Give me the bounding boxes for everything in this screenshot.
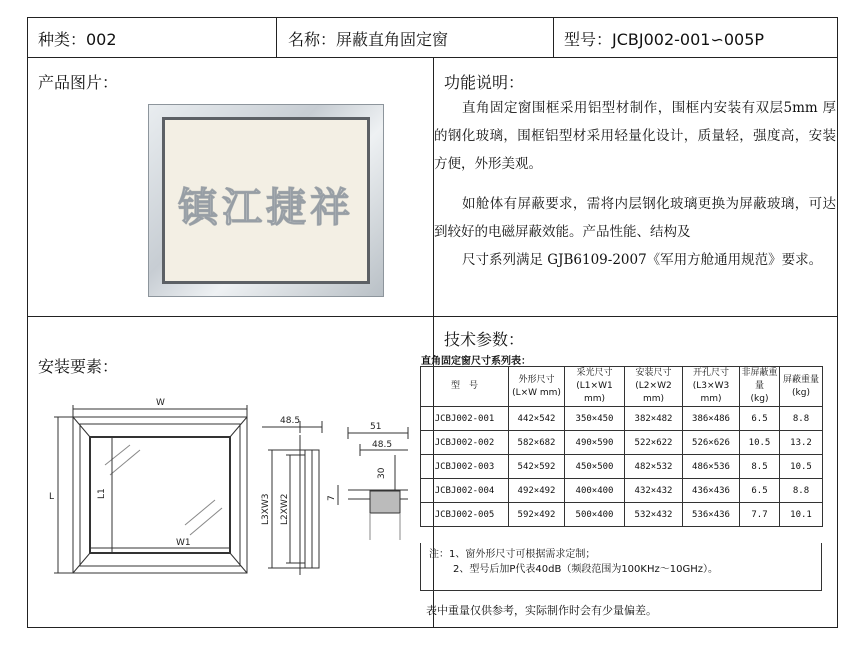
table-cell: 382×482 [625,407,683,431]
spec-table-header [421,367,823,407]
table-cell: 10.5 [780,455,823,479]
function-paragraph-1: 直角固定窗围框采用铝型材制作，围框内安装有双层5mm 厚的钢化玻璃，围框铝型材采用轻量化设计，质量轻，强度高，安装方便，外形美观。 [434,100,836,172]
dim-51: 51 [370,422,382,432]
table-cell: 492×492 [509,479,565,503]
table-cell: 450×500 [565,455,625,479]
table-cell: JCBJ002-005 [421,503,509,527]
header-col-divider-2 [553,18,554,57]
column-header-unit: (L1×W1 mm) [576,381,613,404]
table-cell: JCBJ002-003 [421,455,509,479]
table-cell: 432×432 [625,479,683,503]
table-cell: JCBJ002-004 [421,479,509,503]
table-cell: 486×536 [683,455,740,479]
table-cell: 490×590 [565,431,625,455]
table-cell: 582×682 [509,431,565,455]
column-header [780,367,823,407]
column-header-title: 型 号 [450,381,478,391]
table-row [421,407,823,431]
column-header-unit: (kg) [750,394,769,404]
dim-L: L [49,492,55,502]
spec-table-body [421,407,823,527]
table-row [421,431,823,455]
dim-L1: L1 [97,488,107,499]
installation-drawing [0,395,430,645]
column-header [683,367,740,407]
table-cell: 8.8 [780,407,823,431]
table-cell: 482×532 [625,455,683,479]
note-1: 注：1、窗外形尺寸可根据需求定制； [429,549,596,560]
function-title: 功能说明： [444,73,525,92]
table-cell: 8.8 [780,479,823,503]
column-header-title: 外形尺寸 [518,374,555,385]
table-cell: 532×432 [625,503,683,527]
table-cell: 10.1 [780,503,823,527]
table-cell: 6.5 [740,407,780,431]
function-paragraph-3: 尺寸系列满足 GJB6109-2007《军用方舱通用规范》要求。 [462,252,823,268]
column-header-title: 安装尺寸 [635,368,672,378]
table-cell: 526×626 [683,431,740,455]
type-label: 种类：002 [38,29,117,49]
column-header-title: 采光尺寸 [576,368,613,378]
table-cell: 536×436 [683,503,740,527]
table-cell: 7.7 [740,503,780,527]
table-cell: 592×492 [509,503,565,527]
table-cell: 13.2 [780,431,823,455]
table-cell: 442×542 [509,407,565,431]
dim-W: W [156,398,165,408]
watermark-logo: 镇江捷祥 [178,185,354,231]
weight-footnote: 表中重量仅供参考，实际制作时会有少量偏差。 [426,604,657,617]
dim-7: 7 [327,495,337,501]
column-header [509,367,565,407]
column-header-title: 屏蔽重量 [782,374,819,385]
tech-title: 技术参数： [444,330,525,349]
column-header-unit: (L2×W2 mm) [635,381,672,404]
note-2: 2、型号后加P代表40dB（频段范围为100KHz～10GHz）。 [453,564,718,575]
table-cell: JCBJ002-002 [421,431,509,455]
dim-30: 30 [377,467,387,479]
function-paragraph-2: 如舱体有屏蔽要求，需将内层钢化玻璃更换为屏蔽玻璃，可达到较好的电磁屏蔽效能。产品性能、结构及 [434,196,836,240]
table-cell: 400×400 [565,479,625,503]
table-cell: 436×436 [683,479,740,503]
column-header-title: 开孔尺寸 [692,368,729,378]
model-label: 型号：JCBJ002-001∽005P [564,29,765,49]
table-cell: 500×400 [565,503,625,527]
table-cell: 522×622 [625,431,683,455]
table-cell: 542×592 [509,455,565,479]
table-caption: 直角固定窗尺寸系列表： [421,356,531,367]
column-header-unit: (kg) [792,387,810,398]
table-row [421,479,823,503]
profile-section [370,491,400,513]
column-header-unit: (L3×W3 mm) [692,381,730,404]
table-cell: 386×486 [683,407,740,431]
dim-L3W3: L3XW3 [261,493,271,525]
table-row [421,455,823,479]
table-cell: JCBJ002-001 [421,407,509,431]
table-cell: 10.5 [740,431,780,455]
column-header [625,367,683,407]
table-notes [420,543,822,591]
dim-W1: W1 [176,538,191,548]
table-cell: 350×450 [565,407,625,431]
product-image-title: 产品图片： [38,73,119,92]
spec-table [420,366,823,527]
table-cell: 6.5 [740,479,780,503]
column-header [565,367,625,407]
column-header [740,367,780,407]
glass-outline [90,437,230,553]
header-col-divider-1 [276,18,277,57]
dim-L2W2: L2XW2 [280,493,290,525]
column-header [421,367,509,407]
column-header-unit: (L×W mm) [512,387,561,398]
install-title: 安装要素： [38,357,119,376]
name-label: 名称：屏蔽直角固定窗 [288,29,449,49]
table-row [421,503,823,527]
dim-48-5-side: 48.5 [280,416,301,426]
column-header-title: 非屏蔽重量 [741,368,778,391]
table-cell: 8.5 [740,455,780,479]
dim-48-5-profile: 48.5 [372,440,393,450]
